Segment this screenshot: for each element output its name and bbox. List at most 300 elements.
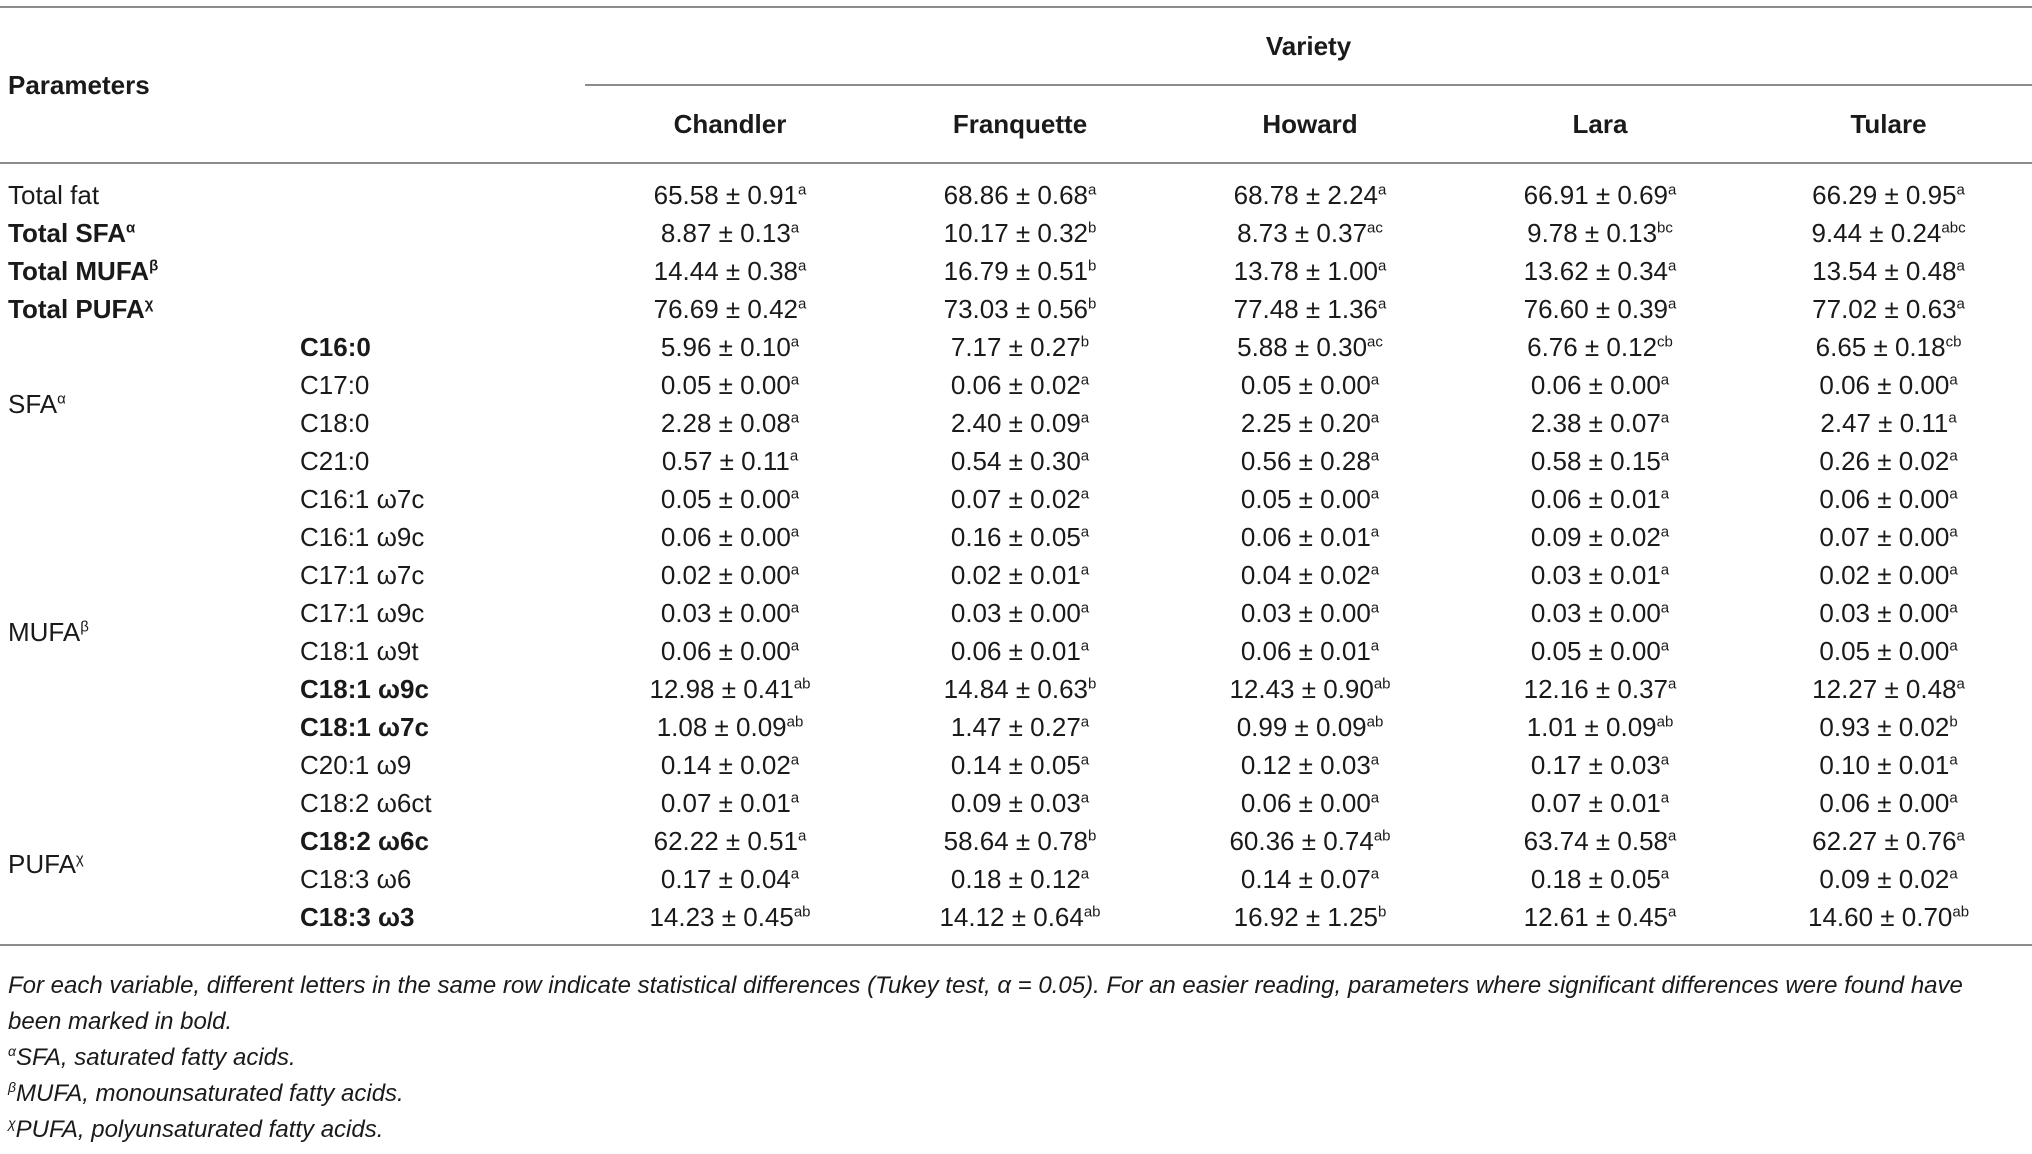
value-text: 1.01 ± 0.09 (1526, 711, 1657, 742)
significance-letter: a (790, 636, 800, 654)
group-label-mufa (0, 480, 300, 784)
significance-letter: a (1080, 636, 1090, 654)
significance-letter: cb (1945, 332, 1962, 350)
column-header-howard: Howard (1165, 85, 1455, 163)
row-label-sup: β (149, 256, 159, 274)
row-label (0, 176, 585, 214)
value-cell-chandler (585, 328, 875, 366)
value-cell-howard (1165, 632, 1455, 670)
significance-letter: a (1949, 864, 1958, 882)
significance-letter: a (1956, 180, 1965, 198)
value-cell-lara (1455, 290, 1745, 328)
value-cell-tulare (1745, 556, 2032, 594)
significance-letter: a (790, 750, 800, 768)
spacer-row (0, 163, 2032, 176)
value-cell-tulare (1745, 518, 2032, 556)
value-text: 12.27 ± 0.48 (1812, 673, 1957, 704)
value-cell-lara (1455, 822, 1745, 860)
significance-letter: a (790, 522, 800, 540)
row-label-sup: α (125, 218, 136, 236)
value-text: 0.06 ± 0.00 (1819, 483, 1950, 514)
fatty-acid-label: C21:0 (300, 445, 370, 476)
table-row (0, 860, 2032, 898)
value-text: 14.84 ± 0.63 (943, 673, 1089, 704)
value-text: 0.05 ± 0.00 (1240, 369, 1371, 400)
significance-letter: a (1378, 294, 1387, 312)
value-text: 76.69 ± 0.42 (653, 293, 799, 324)
value-text: 0.03 ± 0.00 (950, 597, 1081, 628)
significance-letter: a (1948, 408, 1957, 426)
value-cell-howard (1165, 784, 1455, 822)
value-text: 8.73 ± 0.37 (1237, 217, 1368, 248)
value-cell-lara (1455, 708, 1745, 746)
value-text: 0.10 ± 0.01 (1819, 749, 1950, 780)
fatty-acid-label: C17:1 ω9c (300, 597, 425, 628)
value-cell-tulare (1745, 746, 2032, 784)
significance-letter: a (798, 294, 807, 312)
value-text: 14.12 ± 0.64 (939, 901, 1084, 932)
value-cell-franquette (875, 442, 1165, 480)
value-cell-howard (1165, 480, 1455, 518)
significance-letter: a (1668, 294, 1677, 312)
value-text: 0.14 ± 0.05 (950, 749, 1081, 780)
table-row (0, 404, 2032, 442)
significance-letter: ab (1952, 902, 1970, 920)
significance-letter: a (1668, 902, 1677, 920)
significance-letter: a (1949, 750, 1958, 768)
significance-letter: a (1370, 788, 1380, 806)
significance-letter: a (790, 370, 800, 388)
fatty-acid-label: C16:1 ω9c (300, 521, 425, 552)
table-row (0, 252, 2032, 290)
value-cell-tulare (1745, 632, 2032, 670)
value-text: 7.17 ± 0.27 (950, 331, 1081, 362)
significance-letter: a (1378, 180, 1387, 198)
table-row (0, 176, 2032, 214)
fatty-acid-label: C18:3 ω3 (300, 898, 585, 945)
significance-letter: a (1668, 826, 1677, 844)
significance-letter: a (1949, 560, 1958, 578)
value-text: 10.17 ± 0.32 (943, 217, 1089, 248)
significance-letter: a (1378, 256, 1387, 274)
value-text: 68.86 ± 0.68 (943, 179, 1089, 210)
significance-letter: ab (1656, 712, 1674, 730)
value-cell-lara (1455, 518, 1745, 556)
significance-letter: a (1370, 522, 1380, 540)
significance-letter: a (1956, 294, 1965, 312)
significance-letter: a (1080, 370, 1090, 388)
value-text: 0.56 ± 0.28 (1240, 445, 1371, 476)
significance-letter: a (1660, 408, 1670, 426)
significance-letter: ab (793, 674, 811, 692)
value-cell-franquette (875, 746, 1165, 784)
significance-letter: a (790, 218, 800, 236)
value-cell-chandler (585, 556, 875, 594)
value-cell-tulare (1745, 442, 2032, 480)
value-cell-chandler (585, 746, 875, 784)
column-header-franquette: Franquette (875, 85, 1165, 163)
value-cell-lara (1455, 328, 1745, 366)
value-cell-lara (1455, 632, 1745, 670)
variety-header: Variety (585, 7, 2032, 85)
value-cell-howard (1165, 328, 1455, 366)
footnote-main: For each variable, different letters in the same row indicate statistical differences (Tukey test, α = 0.05). For an easier reading, parameters where significant differences were found have been marked in bold. (8, 972, 1963, 1035)
value-cell-franquette (875, 518, 1165, 556)
value-cell-franquette (875, 366, 1165, 404)
value-text: 0.16 ± 0.05 (950, 521, 1081, 552)
value-text: 0.05 ± 0.00 (1819, 635, 1950, 666)
significance-letter: b (1088, 674, 1097, 692)
value-cell-lara (1455, 252, 1745, 290)
table-body (0, 163, 2032, 945)
significance-letter: a (790, 408, 800, 426)
significance-letter: b (1378, 902, 1387, 920)
significance-letter: a (790, 598, 800, 616)
value-text: 13.54 ± 0.48 (1812, 255, 1957, 286)
value-text: 5.88 ± 0.30 (1237, 331, 1368, 362)
value-text: 77.02 ± 0.63 (1812, 293, 1957, 324)
significance-letter: a (1949, 370, 1958, 388)
value-text: 0.06 ± 0.01 (950, 635, 1081, 666)
value-cell-chandler (585, 214, 875, 252)
value-cell-chandler (585, 632, 875, 670)
significance-letter: a (1949, 484, 1958, 502)
value-text: 1.08 ± 0.09 (656, 711, 787, 742)
value-text: 0.03 ± 0.00 (660, 597, 791, 628)
table-row (0, 442, 2032, 480)
row-label (0, 252, 585, 290)
value-text: 0.58 ± 0.15 (1530, 445, 1661, 476)
value-cell-franquette (875, 290, 1165, 328)
value-cell-lara (1455, 746, 1745, 784)
table-row (0, 556, 2032, 594)
significance-letter: b (1080, 332, 1090, 350)
value-text: 9.44 ± 0.24 (1811, 217, 1942, 248)
value-text: 0.05 ± 0.00 (1240, 483, 1371, 514)
group-label-sup: β (80, 617, 89, 635)
value-cell-franquette (875, 708, 1165, 746)
value-cell-howard (1165, 442, 1455, 480)
group-label-text: MUFA (8, 616, 81, 647)
row-label-text: Total fat (8, 179, 100, 210)
significance-letter: a (1668, 180, 1677, 198)
value-cell-lara (1455, 442, 1745, 480)
value-text: 0.14 ± 0.02 (660, 749, 791, 780)
value-text: 0.03 ± 0.00 (1240, 597, 1371, 628)
significance-letter: a (1660, 864, 1670, 882)
fatty-acid-label: C17:1 ω7c (300, 559, 425, 590)
value-text: 0.06 ± 0.00 (660, 521, 791, 552)
value-text: 2.40 ± 0.09 (950, 407, 1081, 438)
value-cell-chandler (585, 784, 875, 822)
significance-letter: a (789, 446, 799, 464)
significance-letter: ab (1373, 674, 1391, 692)
value-text: 66.91 ± 0.69 (1523, 179, 1669, 210)
value-cell-franquette (875, 252, 1165, 290)
footnote-pufa-sup: χ (8, 1115, 16, 1131)
value-text: 12.16 ± 0.37 (1523, 673, 1669, 704)
value-cell-howard (1165, 252, 1455, 290)
value-cell-lara (1455, 556, 1745, 594)
table-row (0, 670, 2032, 708)
significance-letter: a (1660, 370, 1670, 388)
fatty-acid-label: C16:0 (300, 331, 371, 362)
value-cell-tulare (1745, 898, 2032, 945)
value-text: 63.74 ± 0.58 (1523, 825, 1669, 856)
value-cell-franquette (875, 784, 1165, 822)
value-cell-franquette (875, 214, 1165, 252)
value-cell-chandler (585, 366, 875, 404)
footnote-pufa (8, 1112, 2018, 1148)
value-cell-franquette (875, 670, 1165, 708)
value-text: 0.06 ± 0.00 (1819, 369, 1950, 400)
footnote-mufa-text: MUFA, monounsaturated fatty acids. (16, 1080, 404, 1107)
value-cell-chandler (585, 594, 875, 632)
value-cell-franquette (875, 822, 1165, 860)
significance-letter: a (1949, 446, 1958, 464)
value-text: 12.43 ± 0.90 (1229, 673, 1374, 704)
value-cell-tulare (1745, 404, 2032, 442)
value-cell-howard (1165, 708, 1455, 746)
significance-letter: b (1088, 256, 1097, 274)
significance-letter: a (1080, 484, 1090, 502)
significance-letter: b (1088, 826, 1097, 844)
value-cell-howard (1165, 556, 1455, 594)
group-label-sup: α (57, 389, 66, 407)
value-text: 13.78 ± 1.00 (1233, 255, 1379, 286)
significance-letter: a (1370, 598, 1380, 616)
value-text: 14.23 ± 0.45 (649, 901, 794, 932)
group-label-sfa (0, 328, 300, 480)
significance-letter: a (1949, 522, 1958, 540)
value-text: 0.06 ± 0.00 (1819, 787, 1950, 818)
value-cell-lara (1455, 670, 1745, 708)
value-text: 0.26 ± 0.02 (1819, 445, 1950, 476)
value-text: 62.27 ± 0.76 (1812, 825, 1957, 856)
significance-letter: a (798, 826, 807, 844)
significance-letter: a (1080, 522, 1090, 540)
significance-letter: a (798, 180, 807, 198)
significance-letter: a (1370, 750, 1380, 768)
value-cell-lara (1455, 404, 1745, 442)
table-row (0, 746, 2032, 784)
significance-letter: a (1080, 788, 1090, 806)
value-text: 0.02 ± 0.00 (1819, 559, 1950, 590)
significance-letter: b (1949, 712, 1958, 730)
value-text: 0.09 ± 0.03 (950, 787, 1081, 818)
value-text: 0.05 ± 0.00 (660, 483, 791, 514)
value-text: 2.47 ± 0.11 (1820, 407, 1949, 438)
value-text: 2.28 ± 0.08 (660, 407, 791, 438)
significance-letter: a (1080, 446, 1090, 464)
value-cell-chandler (585, 176, 875, 214)
value-text: 16.92 ± 1.25 (1233, 901, 1379, 932)
value-cell-lara (1455, 366, 1745, 404)
value-text: 73.03 ± 0.56 (943, 293, 1089, 324)
value-cell-lara (1455, 176, 1745, 214)
value-text: 0.02 ± 0.00 (660, 559, 791, 590)
value-cell-franquette (875, 594, 1165, 632)
value-cell-tulare (1745, 252, 2032, 290)
value-text: 0.18 ± 0.05 (1530, 863, 1661, 894)
value-text: 0.07 ± 0.00 (1819, 521, 1950, 552)
fatty-acid-label: C18:1 ω9c (300, 673, 429, 704)
value-cell-tulare (1745, 594, 2032, 632)
header-row-variety (0, 7, 2032, 85)
value-cell-chandler (585, 252, 875, 290)
significance-letter: a (790, 560, 800, 578)
significance-letter: a (1370, 484, 1380, 502)
value-cell-lara (1455, 898, 1745, 945)
value-cell-chandler (585, 290, 875, 328)
significance-letter: a (1956, 674, 1965, 692)
value-cell-howard (1165, 746, 1455, 784)
value-cell-tulare (1745, 822, 2032, 860)
significance-letter: a (790, 788, 800, 806)
value-text: 0.03 ± 0.01 (1530, 559, 1661, 590)
footnote-sfa-sup: α (8, 1043, 16, 1059)
significance-letter: ab (1366, 712, 1384, 730)
value-cell-howard (1165, 176, 1455, 214)
significance-letter: a (1370, 864, 1380, 882)
table-row (0, 214, 2032, 252)
significance-letter: a (1949, 598, 1958, 616)
value-text: 6.76 ± 0.12 (1527, 331, 1658, 362)
value-text: 0.07 ± 0.01 (1530, 787, 1661, 818)
value-text: 0.06 ± 0.02 (950, 369, 1081, 400)
value-text: 0.05 ± 0.00 (1530, 635, 1661, 666)
value-cell-franquette (875, 860, 1165, 898)
table-row (0, 518, 2032, 556)
value-cell-chandler (585, 518, 875, 556)
value-text: 5.96 ± 0.10 (660, 331, 791, 362)
significance-letter: a (1660, 446, 1670, 464)
significance-letter: a (1080, 750, 1090, 768)
significance-letter: cb (1657, 332, 1673, 350)
table-row (0, 328, 2032, 366)
value-cell-chandler (585, 670, 875, 708)
value-cell-tulare (1745, 670, 2032, 708)
significance-letter: a (1660, 560, 1670, 578)
parameters-header: Parameters (0, 7, 585, 163)
fatty-acid-label: C16:1 ω7c (300, 483, 425, 514)
fatty-acid-label: C18:0 (300, 407, 370, 438)
table-row (0, 480, 2032, 518)
significance-letter: a (790, 864, 800, 882)
footnote-mufa-sup: β (8, 1079, 16, 1095)
significance-letter: a (1660, 522, 1670, 540)
footnote-pufa-text: PUFA, polyunsaturated fatty acids. (15, 1116, 384, 1143)
value-text: 0.18 ± 0.12 (950, 863, 1081, 894)
group-label-pufa (0, 784, 300, 945)
fatty-acid-label: C18:1 ω7c (300, 711, 429, 742)
footnote-mufa (8, 1076, 2018, 1112)
significance-letter: a (1080, 560, 1090, 578)
value-text: 0.17 ± 0.04 (660, 863, 791, 894)
significance-letter: a (1080, 408, 1090, 426)
value-cell-tulare (1745, 860, 2032, 898)
value-text: 0.57 ± 0.11 (661, 445, 790, 476)
significance-letter: b (1088, 294, 1097, 312)
row-label-text: Total SFA (8, 217, 126, 248)
value-text: 76.60 ± 0.39 (1523, 293, 1669, 324)
value-text: 2.38 ± 0.07 (1530, 407, 1661, 438)
value-text: 0.06 ± 0.01 (1240, 521, 1371, 552)
row-label (0, 214, 585, 252)
significance-letter: a (1660, 788, 1670, 806)
value-text: 0.12 ± 0.03 (1240, 749, 1371, 780)
significance-letter: ab (786, 712, 804, 730)
significance-letter: a (1956, 256, 1965, 274)
value-text: 0.07 ± 0.02 (950, 483, 1081, 514)
value-cell-tulare (1745, 328, 2032, 366)
value-cell-chandler (585, 822, 875, 860)
value-cell-tulare (1745, 290, 2032, 328)
value-text: 0.05 ± 0.00 (660, 369, 791, 400)
fatty-acid-label: C20:1 ω9 (300, 749, 412, 780)
value-cell-lara (1455, 480, 1745, 518)
significance-letter: a (1080, 864, 1090, 882)
footnote-sfa-text: SFA, saturated fatty acids. (15, 1044, 296, 1071)
significance-letter: ab (793, 902, 811, 920)
significance-letter: a (1088, 180, 1097, 198)
value-cell-howard (1165, 214, 1455, 252)
significance-letter: a (790, 484, 800, 502)
value-text: 0.99 ± 0.09 (1236, 711, 1367, 742)
significance-letter: a (1370, 636, 1380, 654)
value-text: 9.78 ± 0.13 (1527, 217, 1658, 248)
value-cell-tulare (1745, 708, 2032, 746)
fatty-acid-label: C18:2 ω6c (300, 825, 429, 856)
significance-letter: b (1088, 218, 1097, 236)
fatty-acid-label: C17:0 (300, 369, 370, 400)
value-text: 0.14 ± 0.07 (1240, 863, 1371, 894)
table-row (0, 366, 2032, 404)
significance-letter: a (1370, 560, 1380, 578)
value-cell-chandler (585, 708, 875, 746)
value-cell-howard (1165, 366, 1455, 404)
value-cell-tulare (1745, 176, 2032, 214)
value-cell-franquette (875, 480, 1165, 518)
column-header-tulare: Tulare (1745, 85, 2032, 163)
value-cell-chandler (585, 860, 875, 898)
significance-letter: a (1949, 788, 1958, 806)
column-header-lara: Lara (1455, 85, 1745, 163)
significance-letter: ac (1367, 332, 1383, 350)
value-text: 0.06 ± 0.00 (1240, 787, 1371, 818)
value-text: 12.98 ± 0.41 (649, 673, 794, 704)
fatty-acid-label: C18:1 ω9t (300, 635, 419, 666)
value-cell-howard (1165, 860, 1455, 898)
value-text: 0.09 ± 0.02 (1819, 863, 1950, 894)
value-text: 0.06 ± 0.00 (1530, 369, 1661, 400)
value-text: 68.78 ± 2.24 (1233, 179, 1379, 210)
value-cell-lara (1455, 594, 1745, 632)
value-text: 65.58 ± 0.91 (653, 179, 799, 210)
value-text: 0.03 ± 0.00 (1530, 597, 1661, 628)
group-label-text: SFA (8, 388, 58, 419)
value-cell-tulare (1745, 480, 2032, 518)
value-text: 0.09 ± 0.02 (1530, 521, 1661, 552)
value-text: 0.93 ± 0.02 (1819, 711, 1950, 742)
value-cell-chandler (585, 480, 875, 518)
value-text: 12.61 ± 0.45 (1523, 901, 1669, 932)
table-footnotes (8, 968, 2018, 1148)
significance-letter: a (1660, 636, 1670, 654)
value-text: 66.29 ± 0.95 (1812, 179, 1957, 210)
value-text: 0.06 ± 0.01 (1240, 635, 1371, 666)
value-text: 58.64 ± 0.78 (943, 825, 1089, 856)
